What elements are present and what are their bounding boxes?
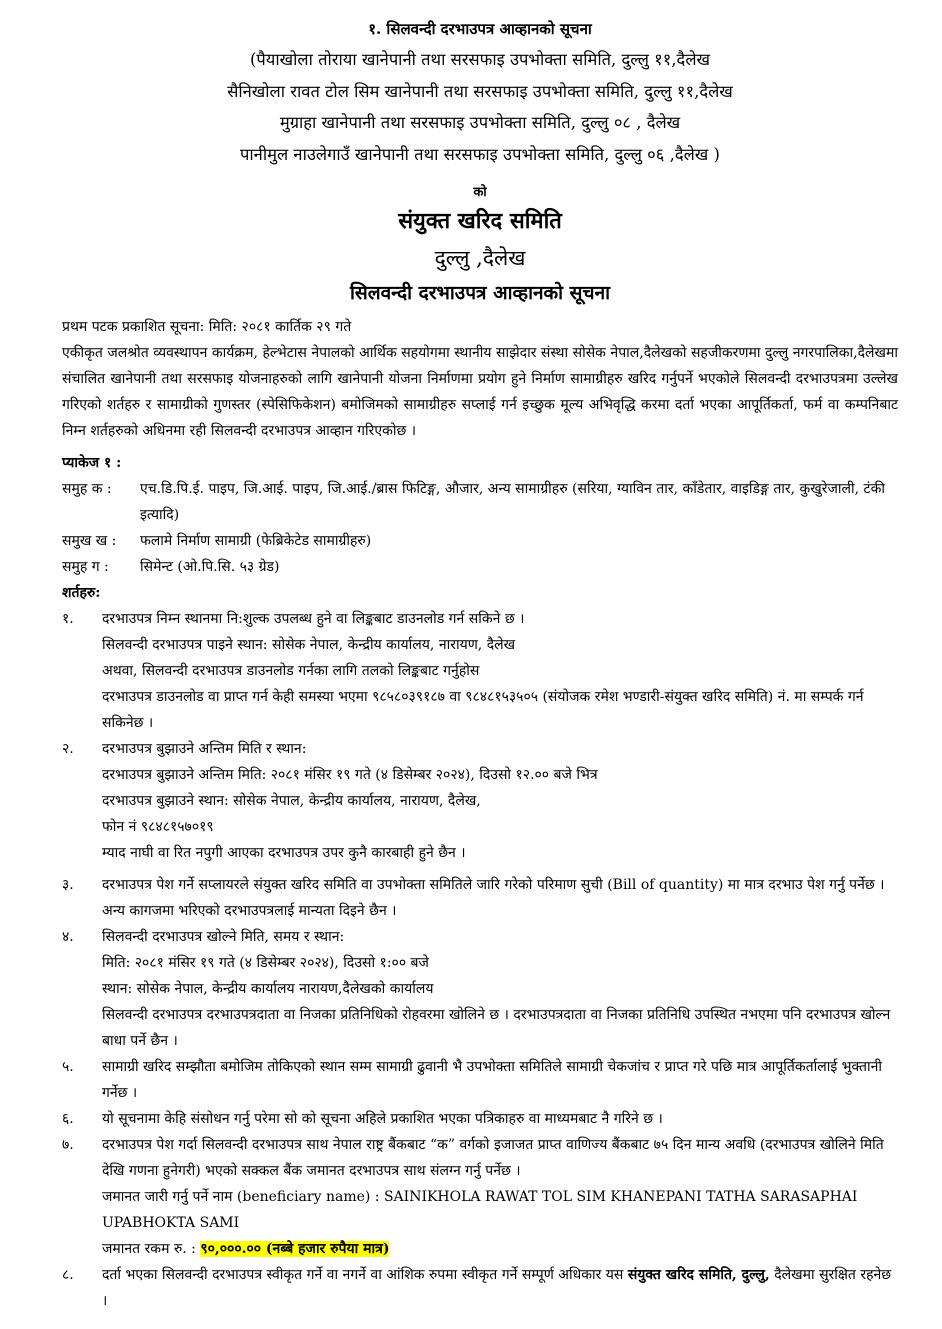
condition-text: दर्ता भएका सिलवन्दी दरभाउपत्र स्वीकृत गर्ने वा नगर्ने वा आंशिक रुपमा स्वीकृत गर्ने सम्पूर्ण अधिकार यस xyxy=(102,1267,628,1283)
condition-number: ३. xyxy=(62,877,74,893)
condition-line: स्थान: सोसेक नेपाल, केन्द्रीय कार्यालय नारायण,दैलेखको कार्यालय xyxy=(102,981,434,997)
guarantee-amount-label: जमानत रकम रु. : xyxy=(102,1241,196,1257)
condition-line: फोन नं ९८४८१५७०१९ xyxy=(102,819,214,835)
condition-item xyxy=(62,872,898,924)
condition-text: सामाग्री खरिद सम्झौता बमोजिम तोकिएको स्थान सम्म सामाग्री ढुवानी भै उपभोक्ता समितिले सामाग्री चेकजांच र प्राप्त गरे पछि मात्र आपूर्तिकर्तालाई भुक्तानी गर्नेछ । xyxy=(102,1059,882,1101)
condition-line: सिलवन्दी दरभाउपत्र पाइने स्थान: सोसेक नेपाल, केन्द्रीय कार्यालय, नारायण, दैलेख xyxy=(102,637,516,653)
group-text: फलामे निर्माण सामाग्री (फेब्रिकेटेड सामाग्रीहरु) xyxy=(140,533,372,549)
group-label: समुख ख : xyxy=(62,533,117,549)
condition-text: दरभाउपत्र पेश गर्दा सिलवन्दी दरभाउपत्र साथ नेपाल राष्ट्र बैंकबाट “क” वर्गको इजाजत प्राप्त वाणिज्य बैंकबाट ७५ दिन मान्य अवधि (दरभाउपत्र खोलिने मिति देखि गणना हुनेगरी) भएको सक्कल बैंक जमानत दरभाउपत्र साथ संलग्न गर्नु पर्नेछ । xyxy=(102,1137,884,1179)
condition-line: म्याद नाघी वा रित नपुगी आएका दरभाउपत्र उपर कुनै कारबाही हुने छैन । xyxy=(102,845,466,861)
group-label: समुह ग : xyxy=(62,559,109,575)
condition-item xyxy=(62,924,898,1054)
guarantee-amount xyxy=(102,1236,898,1262)
condition-item xyxy=(62,1106,898,1132)
guarantee-amount-value: ९०,०००.०० (नब्बे हजार रुपैया मात्र) xyxy=(200,1241,390,1257)
condition-number: ५. xyxy=(62,1059,74,1075)
committee-line: (पैयाखोला तोराया खानेपानी तथा सरसफाइ उपभोक्ता समिति, दुल्लु ११,दैलेख xyxy=(249,50,711,69)
condition-number: ७. xyxy=(62,1137,74,1153)
first-heading: १. सिलवन्दी दरभाउपत्र आव्हानको सूचना xyxy=(368,20,592,38)
group-row xyxy=(62,476,898,528)
group-text: एच.डि.पि.ई. पाइप, जि.आई. पाइप, जि.आई./ब्रास फिटिङ्ग, औजार, अन्य सामाग्रीहरु (सरिया, ग्याविन तार, काँडेतार, वाइडिङ्ग तार, कुखुरेजाली, टंकी इत्यादि) xyxy=(140,481,885,523)
condition-item xyxy=(62,1054,898,1106)
committee-line: पानीमुल नाउलेगाउँ खानेपानी तथा सरसफाइ उपभोक्ता समिति, दुल्लु ०६ ,दैलेख ) xyxy=(240,144,720,164)
condition-line: दरभाउपत्र बुझाउने स्थान: सोसेक नेपाल, केन्द्रीय कार्यालय, नारायण, दैलेख, xyxy=(102,793,481,809)
committee-line: सैनिखोला रावत टोल सिम खानेपानी तथा सरसफाइ उपभोक्ता समिति, दुल्लु ११,दैलेख xyxy=(227,81,733,101)
condition-item xyxy=(62,606,898,736)
conditions-title: शर्तहरु: xyxy=(62,585,101,601)
group-label: समुह क : xyxy=(62,481,112,497)
condition-line: अथवा, सिलवन्दी दरभाउपत्र डाउनलोड गर्नका लागि तलको लिङ्कबाट गर्नुहोस xyxy=(102,663,480,679)
condition-text: यो सूचनामा केहि संसोधन गर्नु परेमा सो को सूचना अहिले प्रकाशित भएका पत्रिकाहरु वा माध्यमबाट नै गरिने छ । xyxy=(102,1111,663,1127)
condition-number: २. xyxy=(62,741,74,757)
committee-emphasis: संयुक्त खरिद समिति, दुल्लु, xyxy=(627,1267,770,1283)
condition-line: दरभाउपत्र बुझाउने अन्तिम मिति: २०८१ मंसिर १९ गते (४ डिसेम्बर २०२४), दिउसो १२.०० बजे भित्र xyxy=(102,767,598,783)
committee-line: मुग्राहा खानेपानी तथा सरसफाइ उपभोक्ता समिति, दुल्लु ०८ , दैलेख xyxy=(279,113,681,132)
group-text: सिमेन्ट (ओ.पि.सि. ५३ ग्रेड) xyxy=(140,559,280,575)
condition-line: दरभाउपत्र निम्न स्थानमा नि:शुल्क उपलब्ध हुने वा लिङ्कबाट डाउनलोड गर्न सकिने छ । xyxy=(102,611,525,627)
condition-text-end: दैलेखमा सुरक्षित रहनेछ । xyxy=(102,1267,892,1309)
condition-item xyxy=(62,1132,898,1262)
condition-number: १. xyxy=(62,611,74,627)
package-title: प्याकेज १ : xyxy=(62,455,122,471)
ko-label: को xyxy=(473,185,487,200)
condition-item xyxy=(62,1262,898,1314)
group-row xyxy=(62,554,898,580)
intro-paragraph: एकीकृत जलश्रोत व्यवस्थापन कार्यक्रम, हेल्भेटास नेपालको आर्थिक सहयोगमा स्थानीय साझेदार संस्था सोसेक नेपाल,दैलेखको सहजीकरणमा दुल्लु नगरपालिका,दैलेखमा संचालित खानेपानी तथा सरसफाइ योजनाहरुको लागि खानेपानी योजना निर्माणमा प्रयोग हुने निर्माण सामाग्रीहरु खरिद गर्नुपर्ने भएकोले सिलवन्दी दरभाउपत्रमा उल्लेख गरिएको शर्तहरु र सामाग्रीको गुणस्तर (स्पेसिफिकेशन) बमोजिमको सामाग्रीहरु सप्लाई गर्न इच्छुक मूल्य अभिवृद्धि करमा दर्ता भएका आपूर्तिकर्ता, फर्म वा कम्पनिबाट निम्न शर्तहरुको अधिनमा रही सिलवन्दी दरभाउपत्र आव्हान गरिएकोछ । xyxy=(62,345,898,439)
condition-number: ४. xyxy=(62,929,74,945)
condition-line: सिलवन्दी दरभाउपत्र खोल्ने मिति, समय र स्थान: xyxy=(102,929,345,945)
published-date: प्रथम पटक प्रकाशित सूचना: मिति: २०८१ कार्तिक २९ गते xyxy=(62,319,352,335)
location-title: दुल्लु ,दैलेख xyxy=(434,246,526,270)
joint-committee-title: संयुक्त खरिद समिति xyxy=(398,208,562,234)
notice-title: सिलवन्दी दरभाउपत्र आव्हानको सूचना xyxy=(349,282,611,304)
condition-number: ६. xyxy=(62,1111,74,1127)
group-row xyxy=(62,528,898,554)
condition-text: दरभाउपत्र पेश गर्ने सप्लायरले संयुक्त खरिद समिति वा उपभोक्ता समितिले जारि गरेको परिमाण सुची (Bill of quantity) मा मात्र दरभाउ पेश गर्नु पर्नेछ । अन्य कागजमा भरिएको दरभाउपत्रलाई मान्यता दिइने छैन । xyxy=(102,877,885,919)
beneficiary-name: जमानत जारी गर्नु पर्ने नाम (beneficiary name) : SAINIKHOLA RAWAT TOL SIM KHANEPANI TATHA SARASAPHAI UPABHOKTA SAMI xyxy=(102,1189,858,1231)
committee-list xyxy=(62,44,898,170)
condition-line: सिलवन्दी दरभाउपत्र दरभाउपत्रदाता वा निजका प्रतिनिधिको रोहवरमा खोलिने छ । दरभाउपत्रदाता वा निजका प्रतिनिधि उपस्थित नभएमा पनि दरभाउपत्र खोल्न बाधा पर्ने छैन । xyxy=(102,1007,891,1049)
condition-item xyxy=(62,736,898,866)
condition-number: ८. xyxy=(62,1267,74,1283)
condition-line: दरभाउपत्र डाउनलोड वा प्राप्त गर्न केही समस्या भएमा ९८५८०३९१८७ वा ९८४८१५३५०५ (संयोजक रमेश भण्डारी-संयुक्त खरिद समिति) नं. मा सम्पर्क गर्न सकिनेछ । xyxy=(102,689,864,731)
condition-line: दरभाउपत्र बुझाउने अन्तिम मिति र स्थान: xyxy=(102,741,307,757)
condition-line: मिति: २०८१ मंसिर १९ गते (४ डिसेम्बर २०२४), दिउसो १:०० बजे xyxy=(102,955,429,971)
